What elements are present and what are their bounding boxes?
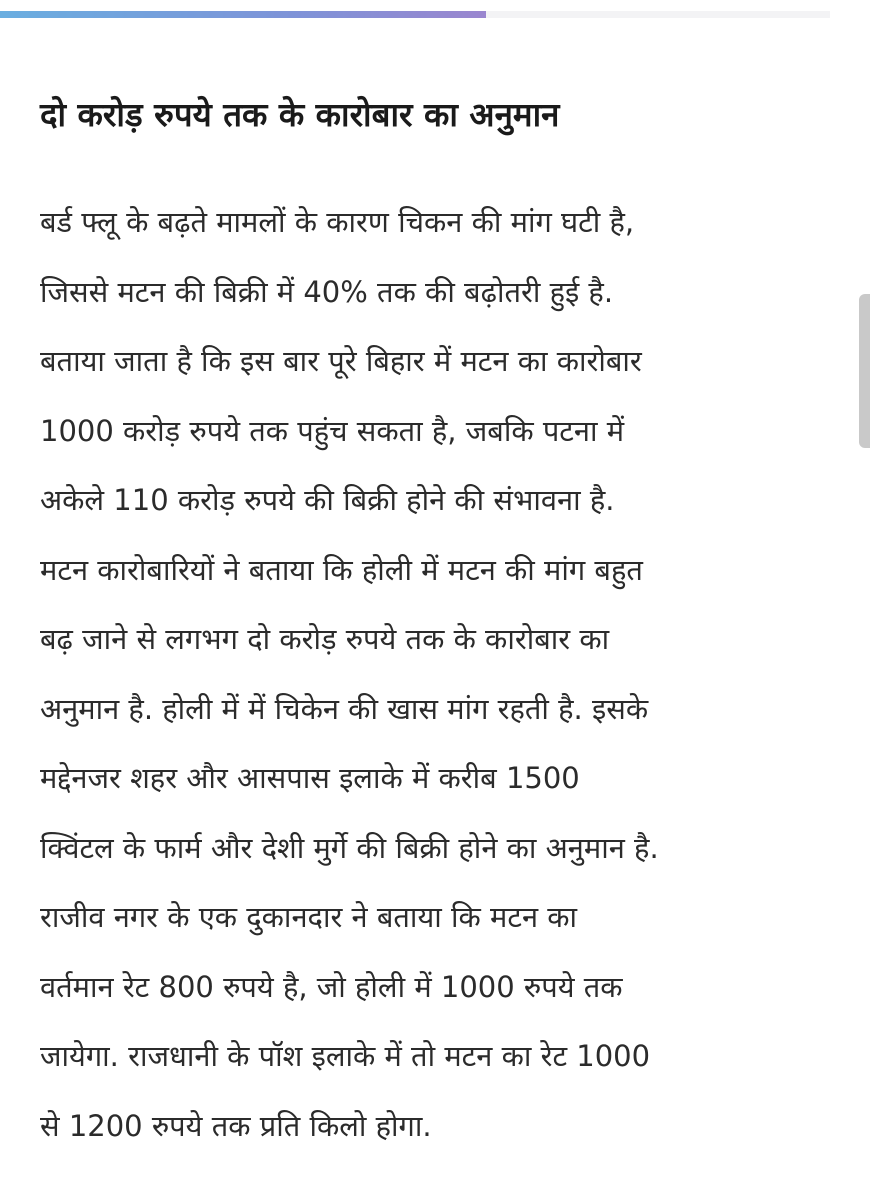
paragraph-line: जिससे मटन की बिक्री में 40% तक की बढ़ोतरी हुई है. bbox=[40, 274, 614, 309]
paragraph-line: राजीव नगर के एक दुकानदार ने बताया कि मटन का bbox=[40, 900, 578, 934]
paragraph-line: मटन कारोबारियों ने बताया कि होली में मटन की मांग बहुत bbox=[40, 552, 643, 587]
reading-progress-fill bbox=[0, 11, 486, 18]
paragraph-line: बताया जाता है कि इस बार पूरे बिहार में मटन का कारोबार bbox=[40, 344, 642, 378]
article-paragraph bbox=[40, 188, 855, 1161]
section-heading: दो करोड़ रुपये तक के कारोबार का अनुमान bbox=[40, 95, 560, 134]
paragraph-line: 1000 करोड़ रुपये तक पहुंच सकता है, जबकि पटना में bbox=[40, 413, 625, 448]
paragraph-line: मद्देनजर शहर और आसपास इलाके में करीब 1500 bbox=[40, 761, 580, 795]
paragraph-line: बर्ड फ्लू के बढ़ते मामलों के कारण चिकन की मांग घटी है, bbox=[40, 205, 635, 239]
paragraph-line: जायेगा. राजधानी के पॉश इलाके में तो मटन का रेट 1000 bbox=[40, 1039, 651, 1073]
paragraph-line: वर्तमान रेट 800 रुपये है, जो होली में 1000 रुपये तक bbox=[40, 969, 623, 1004]
paragraph-line: अकेले 110 करोड़ रुपये की बिक्री होने की संभावना है. bbox=[40, 483, 615, 517]
paragraph-line: से 1200 रुपये तक प्रति किलो होगा. bbox=[40, 1108, 432, 1143]
paragraph-line: अनुमान है. होली में में चिकेन की खास मांग रहती है. इसके bbox=[40, 691, 649, 726]
scrollbar-thumb[interactable] bbox=[859, 294, 870, 448]
paragraph-line: बढ़ जाने से लगभग दो करोड़ रुपये तक के कारोबार का bbox=[40, 622, 610, 656]
paragraph-line: क्विंटल के फार्म और देशी मुर्गे की बिक्री होने का अनुमान है. bbox=[40, 830, 659, 865]
reading-progress-bar bbox=[0, 11, 830, 18]
